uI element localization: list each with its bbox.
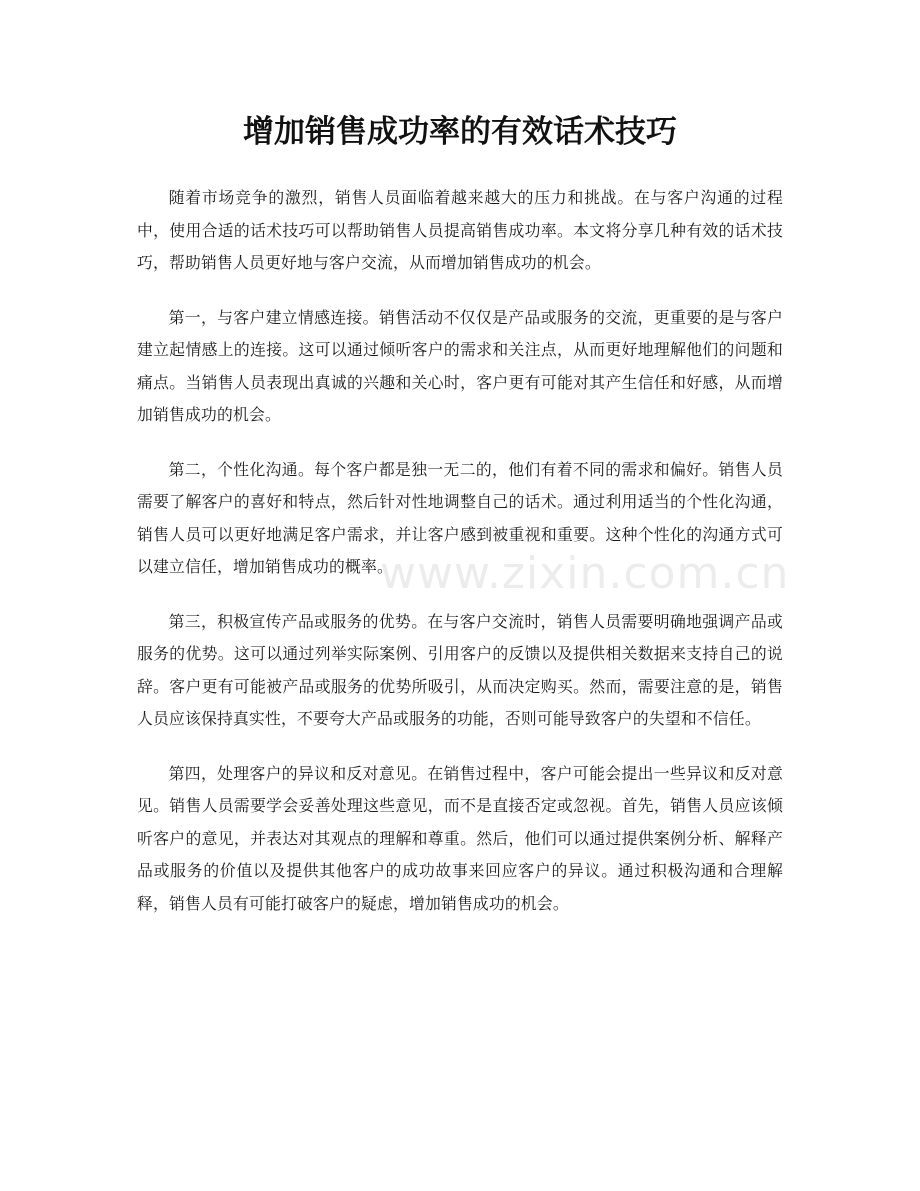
document-title: 增加销售成功率的有效话术技巧	[243, 114, 677, 150]
watermark: www.zixin.com.cn	[380, 548, 790, 599]
document-body	[137, 182, 783, 942]
paragraph-intro: 随着市场竞争的激烈，销售人员面临着越来越大的压力和挑战。在与客户沟通的过程中，使用合适的话术技巧可以帮助销售人员提高销售成功率。本文将分享几种有效的话术技巧，帮助销售人员更好地与客户交流，从而增加销售成功的机会。	[137, 188, 783, 272]
paragraph-second: 第二，个性化沟通。每个客户都是独一无二的，他们有着不同的需求和偏好。销售人员需要了解客户的喜好和特点，然后针对性地调整自己的话术。通过利用适当的个性化沟通，销售人员可以更好地满足客户需求，并让客户感到被重视和重要。这种个性化的沟通方式可以建立信任，增加销售成功的概率。	[137, 459, 783, 576]
paragraph-first: 第一，与客户建立情感连接。销售活动不仅仅是产品或服务的交流，更重要的是与客户建立起情感上的连接。这可以通过倾听客户的需求和关注点，从而更好地理解他们的问题和痛点。当销售人员表现出真诚的兴趣和关心时，客户更有可能对其产生信任和好感，从而增加销售成功的机会。	[137, 307, 783, 424]
paragraph-fourth: 第四，处理客户的异议和反对意见。在销售过程中，客户可能会提出一些异议和反对意见。销售人员需要学会妥善处理这些意见，而不是直接否定或忽视。首先，销售人员应该倾听客户的意见，并表达对其观点的理解和尊重。然后，他们可以通过提供案例分析、解释产品或服务的价值以及提供其他客户的成功故事来回应客户的异议。通过积极沟通和合理解释，销售人员有可能打破客户的疑虑，增加销售成功的机会。	[137, 763, 783, 913]
paragraph-third: 第三，积极宣传产品或服务的优势。在与客户交流时，销售人员需要明确地强调产品或服务的优势。这可以通过列举实际案例、引用客户的反馈以及提供相关数据来支持自己的说辞。客户更有可能被产品或服务的优势所吸引，从而决定购买。然而，需要注意的是，销售人员应该保持真实性，不要夸大产品或服务的功能，否则可能导致客户的失望和不信任。	[137, 611, 783, 728]
